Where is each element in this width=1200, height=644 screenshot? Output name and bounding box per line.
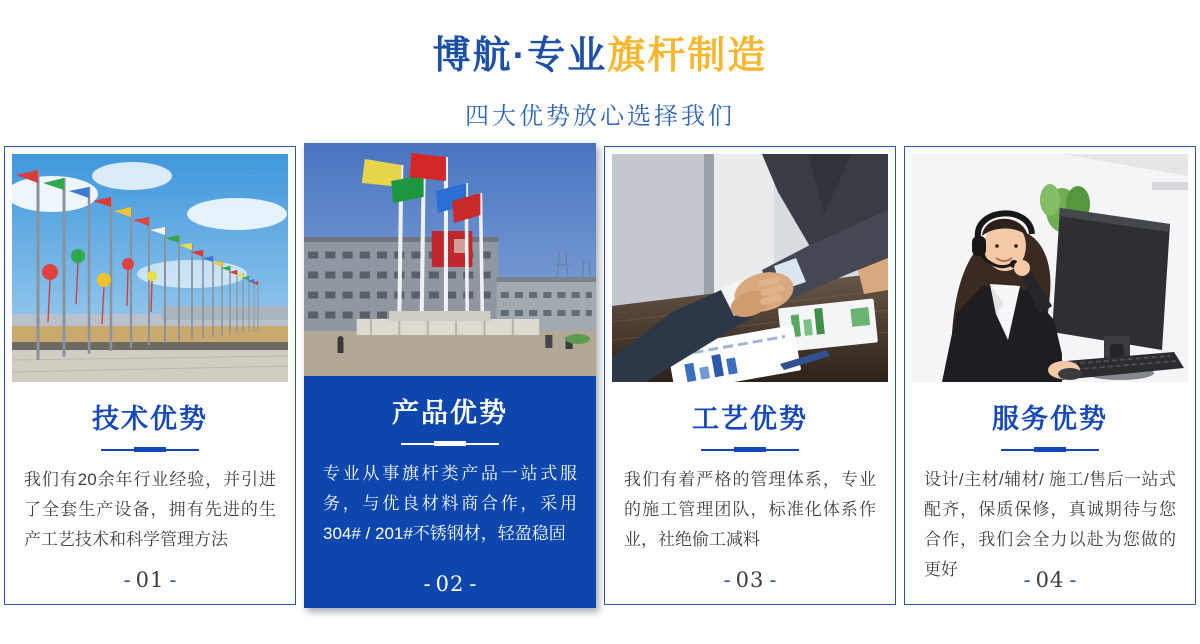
card-title: 服务优势 [992,404,1108,434]
page-title [0,36,1200,78]
card-title: 产品优势 [392,398,508,428]
factory-flagpoles-photo [304,143,596,376]
title-primary: 博航·专业 [432,35,608,77]
card-number: - 01 - [123,568,177,592]
dash-left: - [723,569,731,592]
dash-left: - [123,569,131,592]
title-underline [101,447,199,452]
advantage-cards-row [4,146,1196,608]
advantage-card-technology [4,146,296,605]
dash-right: - [769,569,777,592]
section-header [0,0,1200,131]
flags-plaza-photo [12,154,288,382]
card-title: 技术优势 [92,404,208,434]
card-body: 专业从事旗杆类产品一站式服务，与优良材料商合作，采用304# / 201#不锈钢材，轻盈稳固 [323,464,577,543]
card-body: 我们有着严格的管理体系，专业的施工管理团队，标准化体系作业，社绝偷工减料 [624,470,876,549]
title-accent: 旗杆制造 [607,35,768,77]
card-number: - 03 - [723,568,777,592]
card-number: - 04 - [1023,568,1077,592]
card-title: 工艺优势 [692,404,808,434]
card-body: 我们有20余年行业经验，并引进了全套生产设备，拥有先进的生产工艺技术和科学管理方法 [24,470,276,549]
advantage-card-product [304,143,596,608]
advantage-card-craft [604,146,896,605]
dash-right: - [1069,569,1077,592]
page-subtitle: 四大优势放心选择我们 [465,102,735,130]
dash-left: - [1023,569,1031,592]
dash-right: - [169,569,177,592]
card-body: 设计/主材/辅材/ 施工/售后一站式配齐，保质保修，真诚期待与您合作，我们会全力以赴为您做的更好 [924,470,1176,579]
dash-left: - [423,573,431,596]
business-handshake-photo [612,154,888,382]
customer-service-photo [912,154,1188,382]
title-underline [401,441,499,446]
dash-right: - [469,573,477,596]
title-underline [1001,447,1099,452]
title-underline [701,447,799,452]
advantage-card-service [904,146,1196,605]
card-number: - 02 - [423,572,477,596]
